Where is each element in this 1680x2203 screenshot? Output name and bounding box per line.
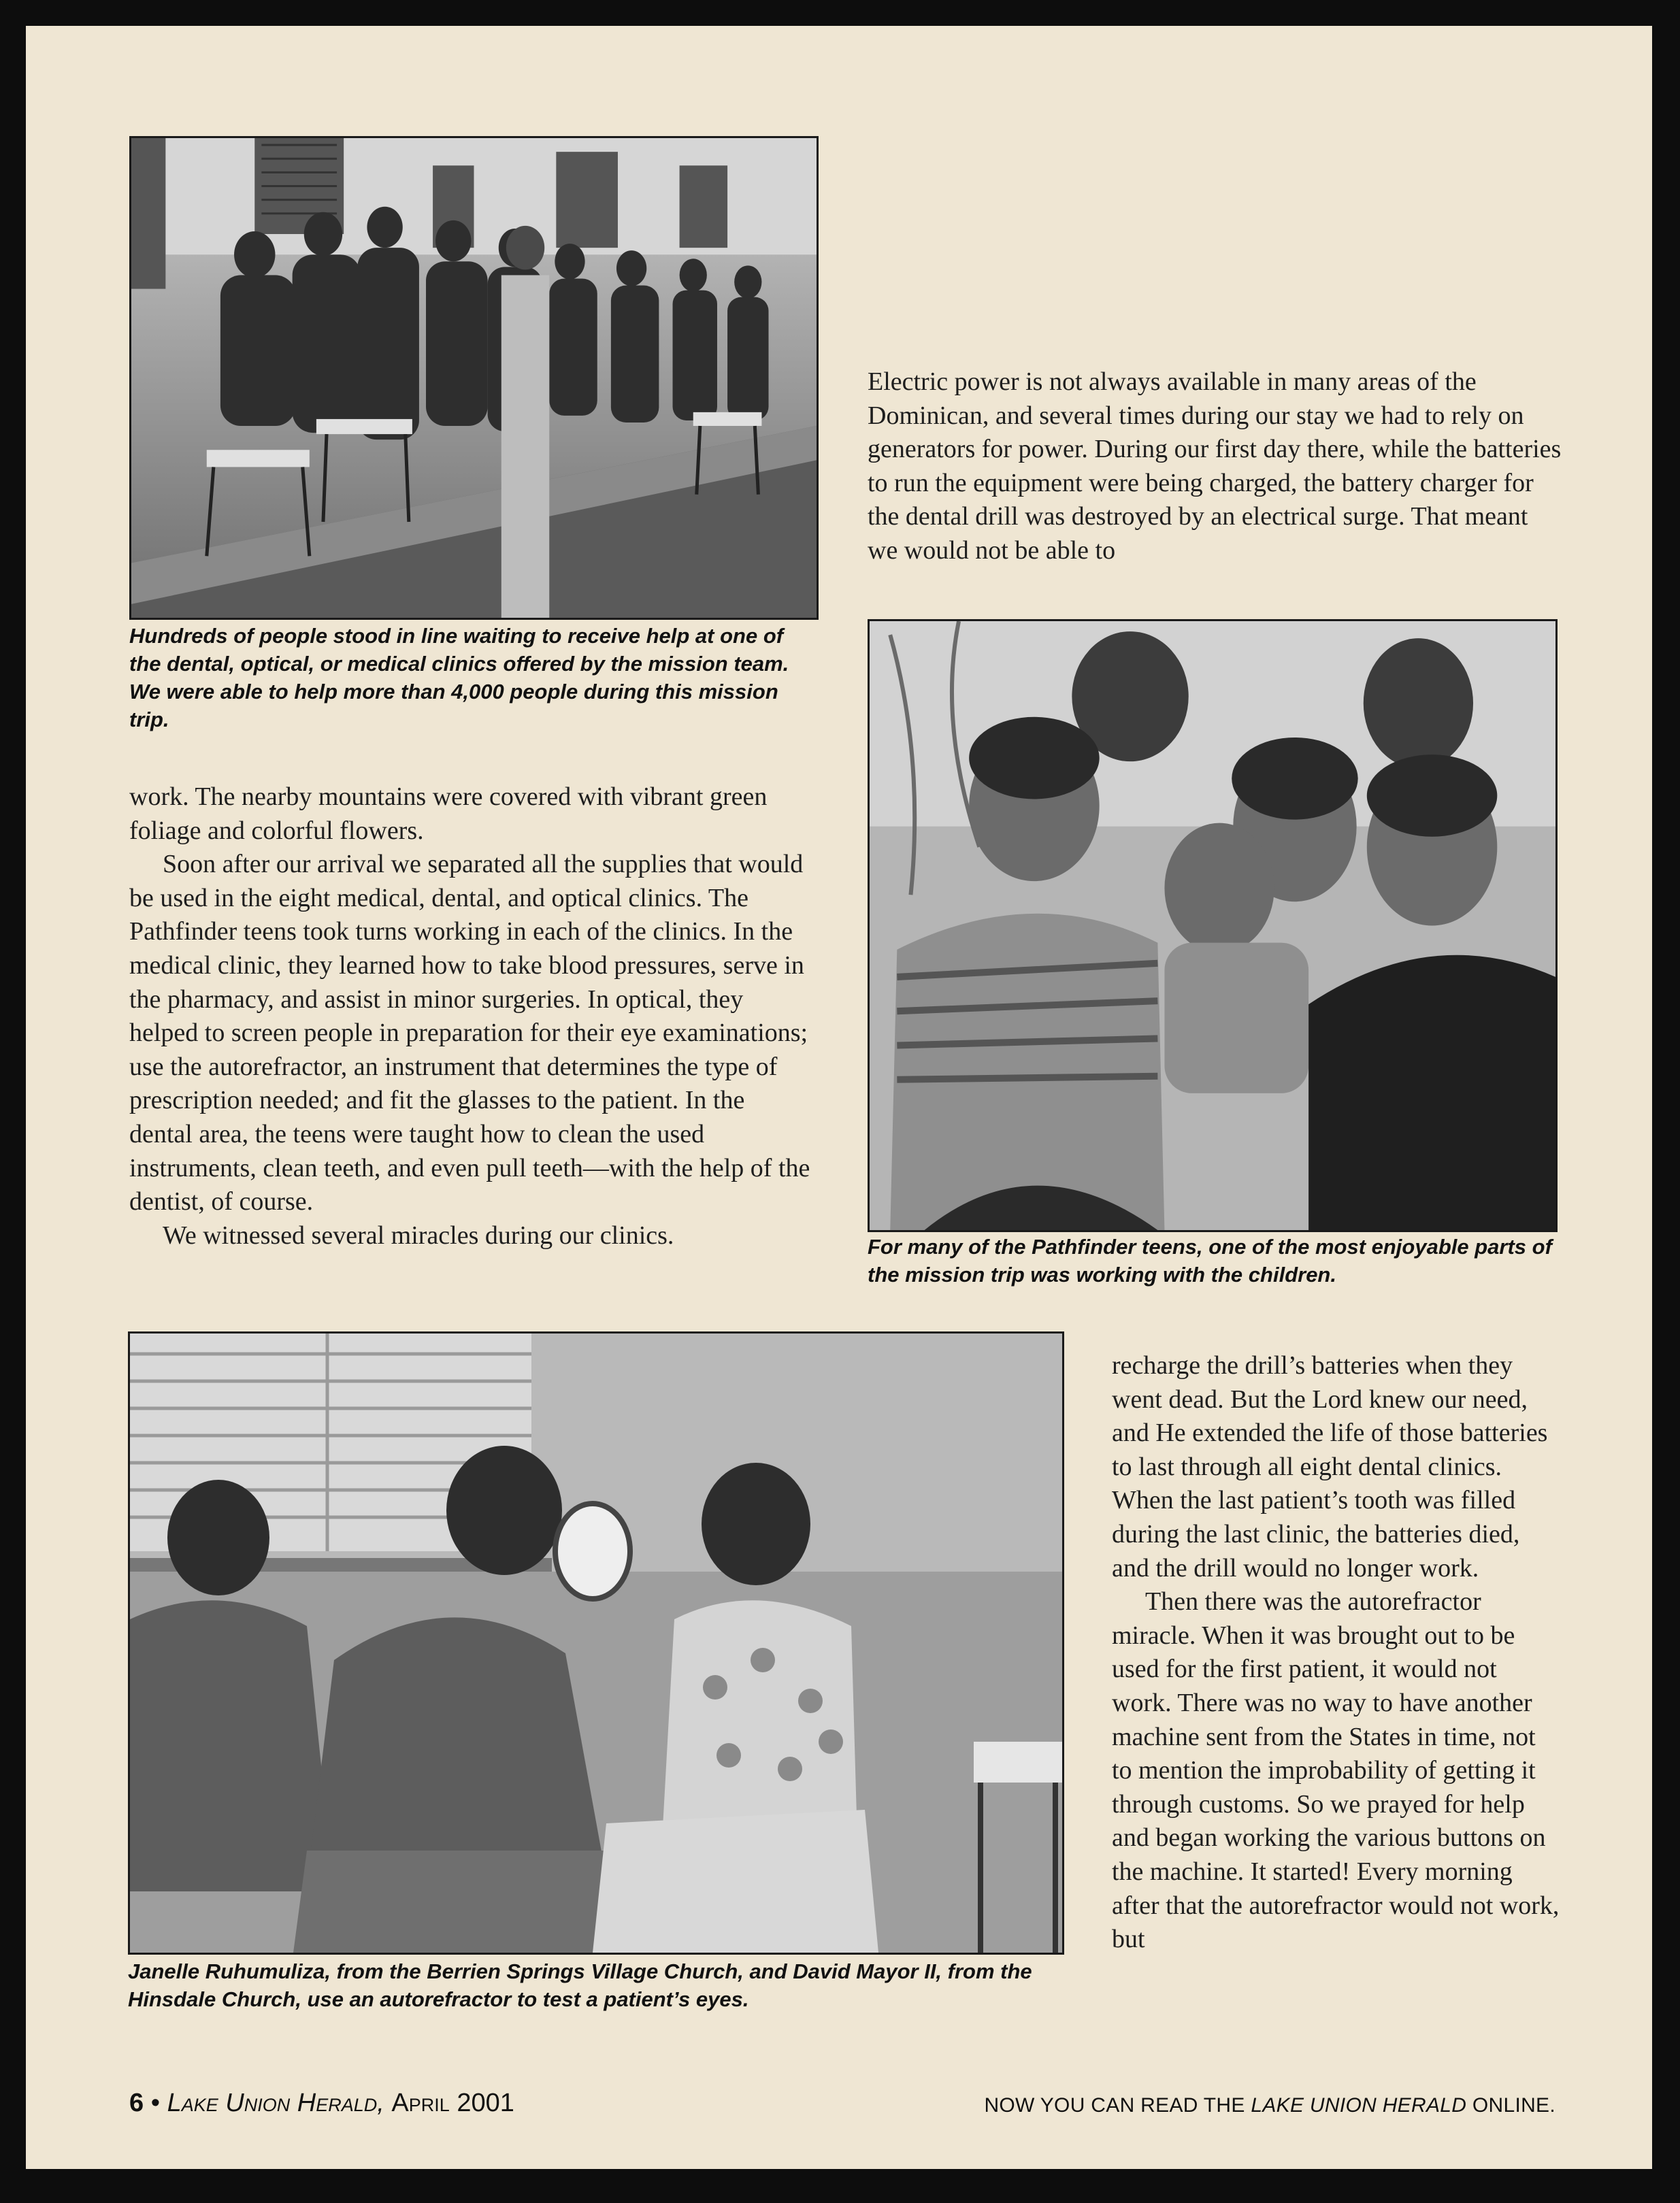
line-photo-image bbox=[131, 138, 817, 618]
article-paragraph: Then there was the autorefractor miracle. When it was brought out to be used for the first patient, it would not work. There was no way to have another machine sent from the States in time, not to mention the improbability of getting it through customs. So we prayed for help and began working the various buttons on the machine. It started! Every morning after that the autorefractor would not work, but bbox=[1112, 1587, 1560, 1954]
bullet-separator: • bbox=[150, 2089, 161, 2117]
article-paragraph: We witnessed several miracles during our clinics. bbox=[163, 1221, 674, 1250]
eye-exam-photo-caption: Janelle Ruhumuliza, from the Berrien Springs Village Church, and David Mayor II, from the Hinsdale Church, use an autorefractor to test a patient’s eyes. bbox=[128, 1959, 1032, 2011]
children-photo bbox=[868, 619, 1558, 1232]
article-right-top bbox=[868, 365, 1562, 568]
page-footer-right bbox=[984, 2094, 1555, 2117]
article-left-column bbox=[129, 780, 813, 1253]
eye-exam-photo-image bbox=[130, 1334, 1062, 1953]
article-paragraph: recharge the drill’s batteries when they went dead. But the Lord knew our need, and He extended the life of those batteries to last through all eight dental clinics. When the last patient’s tooth was filled during the last clinic, the batteries died, and the drill would no longer work. bbox=[1112, 1351, 1548, 1583]
page-number: 6 bbox=[129, 2089, 144, 2117]
issue-date: April 2001 bbox=[391, 2089, 514, 2117]
children-photo-image bbox=[870, 621, 1555, 1230]
eye-exam-photo bbox=[128, 1331, 1064, 1955]
article-right-bottom bbox=[1112, 1349, 1561, 1957]
line-photo bbox=[129, 136, 819, 620]
article-paragraph: Soon after our arrival we separated all the supplies that would be used in the eight medical, dental, and optical clinics. The Pathfinder teens took turns working in each of the clinics. In the medical clinic, they learned how to take blood pressures, serve in the pharmacy, and assist in minor surgeries. In optical, they helped to screen people in preparation for their eye examinations; use the autorefractor, an instrument that determines the type of prescription needed; and fit the glasses to the patient. In the dental area, the teens were taught how to clean the used instruments, clean teeth, and even pull teeth—with the help of the dentist, of course. bbox=[129, 850, 810, 1216]
line-photo-caption: Hundreds of people stood in line waiting to receive help at one of the dental, optical, or medical clinics offered by the mission team. We were able to help more than 4,000 people during this mission trip. bbox=[129, 624, 789, 731]
article-paragraph: Electric power is not always available in many areas of the Dominican, and several times during our stay we had to rely on generators for power. During our first day there, while the batteries to run the equipment were being charged, the battery charger for the dental drill was destroyed by an electrical surge. That meant we would not be able to bbox=[868, 367, 1562, 565]
online-prefix: NOW YOU CAN READ THE bbox=[984, 2094, 1245, 2117]
page-footer-left bbox=[129, 2089, 514, 2118]
article-paragraph: work. The nearby mountains were covered with vibrant green foliage and colorful flowers. bbox=[129, 782, 768, 845]
online-publication-name: LAKE UNION HERALD bbox=[1251, 2094, 1467, 2117]
publication-name: Lake Union Herald, bbox=[167, 2089, 384, 2117]
online-suffix: ONLINE. bbox=[1472, 2094, 1555, 2117]
children-photo-caption: For many of the Pathfinder teens, one of the most enjoyable parts of the mission trip was working with the children. bbox=[868, 1235, 1552, 1287]
